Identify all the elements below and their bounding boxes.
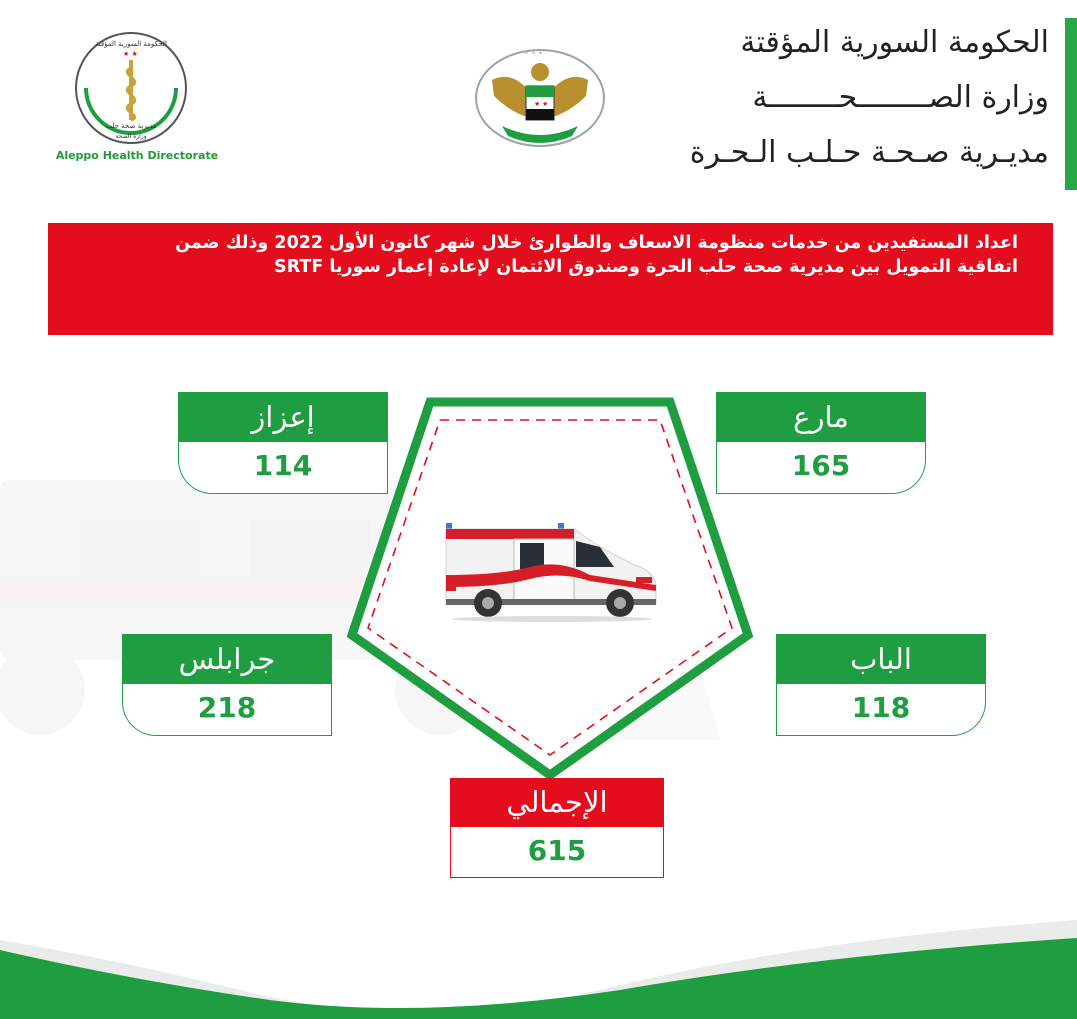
- svg-text:مديرية صحة حلب: مديرية صحة حلب: [105, 122, 157, 130]
- svg-text:★: ★: [534, 100, 541, 108]
- svg-text:★ ★: ★ ★: [123, 50, 138, 58]
- city-value-jarablus: 218: [122, 684, 332, 736]
- header-accent-bar: [1065, 18, 1077, 190]
- svg-text:★: ★: [542, 100, 549, 108]
- city-value-azaz: 114: [178, 442, 388, 494]
- directorate-logo-icon: [68, 28, 198, 148]
- svg-text:الحكومة السورية المؤقتة: الحكومة السورية المؤقتة: [94, 40, 168, 48]
- city-name-albab: الباب: [776, 634, 986, 684]
- svg-text:وزارة الصحة: وزارة الصحة: [115, 133, 147, 140]
- total-label: الإجمالي: [450, 778, 664, 827]
- city-value-marea: 165: [716, 442, 926, 494]
- city-name-marea: مارع: [716, 392, 926, 442]
- banner-text: اعداد المستفيدين من خدمات منظومة الاسعاف والطوارئ خلال شهر كانون الأول 2022 وذلك ضمن اتفاقية التمويل بين مديرية صحة حلب الحرة وصندوق الائتمان لإعادة إعمار سوريا SRTF: [175, 233, 1018, 277]
- city-card-azaz: [178, 392, 388, 494]
- city-card-marea: [716, 392, 926, 494]
- header-title-line-1: الحكومة السورية المؤقتة: [740, 25, 1049, 60]
- city-card-albab: [776, 634, 986, 736]
- header-title-line-2: وزارة الصــــــــحــــــــة: [752, 80, 1049, 115]
- city-card-jarablus: [122, 634, 332, 736]
- header-title-line-3: مديـرية صـحـة حـلـب الـحـرة: [689, 135, 1049, 170]
- info-banner: [48, 223, 1053, 335]
- city-value-albab: 118: [776, 684, 986, 736]
- city-name-jarablus: جرابلس: [122, 634, 332, 684]
- bottom-wave-decoration: [0, 900, 1077, 1019]
- total-card: [450, 778, 664, 878]
- ambulance-icon: [440, 515, 662, 623]
- city-name-azaz: إعزاز: [178, 392, 388, 442]
- total-value: 615: [450, 827, 664, 878]
- logo-caption: Aleppo Health Directorate: [55, 149, 219, 162]
- eagle-emblem-icon: [472, 40, 608, 150]
- svg-text:✦ ✦ ✦: ✦ ✦ ✦: [524, 50, 543, 57]
